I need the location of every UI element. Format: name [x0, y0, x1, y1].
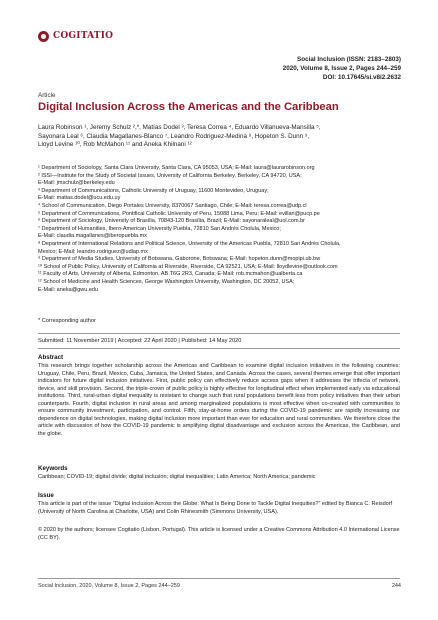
affiliation-line: E-Mail: jmschulz@berkeley.edu	[38, 180, 115, 187]
article-title: Digital Inclusion Across the Americas and the Caribbean	[38, 101, 339, 113]
footer-citation: Social Inclusion, 2020, Volume 8, Issue 2, Pages 244–259	[38, 583, 180, 589]
journal-doi[interactable]: DOI: 10.17645/si.v8i2.2632	[322, 74, 401, 81]
journal-metadata	[283, 55, 401, 82]
affiliation-line: ² ISSI—Institute for the Study of Societal Issues, University of California Berkeley, Berkeley, CA 94720, USA;	[38, 172, 302, 179]
author-line: Laura Robinson ¹, Jeremy Schulz ²,*, Matías Dodel ³, Teresa Correa ⁴, Eduardo Villanueva-Mansilla ⁵,	[38, 124, 321, 131]
affiliation-line: E-Mail: claudia.magallanes@iberopuebla.mx	[38, 233, 147, 240]
divider	[38, 348, 400, 349]
affiliation-line: ¹ Department of Sociology, Santa Clara University, Santa Clara, CA 95053, USA; E-Mail: laura@laurarobinson.org	[38, 165, 315, 171]
article-type-label: Article	[38, 92, 56, 99]
affiliation-line: ⁸ Department of International Relations and Political Science, University of the Americas Puebla, 72810 San Andrés Cholula,	[38, 240, 341, 247]
journal-volume-pages: 2020, Volume 8, Issue 2, Pages 244–259	[282, 65, 401, 72]
keywords-text: Caribbean; COVID-19; digital divide; digital inclusion; digital inequalities; Latin America; North America; pandemic	[38, 474, 316, 480]
keywords-heading: Keywords	[38, 465, 68, 472]
author-list	[38, 124, 408, 150]
affiliation-line: Mexico; E-Mail: leandro.rodriguez@udlap.mx	[38, 248, 148, 255]
author-line: Lloyd Levine ¹⁰, Rob McMahon ¹¹ and Aneka Khilnani ¹²	[38, 141, 192, 149]
divider	[38, 333, 400, 334]
publisher-logo	[38, 30, 113, 42]
affiliation-line: ³ Department of Communications, Catholic University of Uruguay, 11600 Montevideo, Uruguay;	[38, 187, 269, 194]
affiliation-line: E-Mail: matias.dodel@ucu.edu.uy	[38, 195, 121, 202]
affiliation-line: E-Mail: aneka@gwu.edu	[38, 286, 99, 293]
page-number: 244	[391, 583, 401, 589]
affiliation-line: ⁹ Department of Media Studies, University of Botswana, Gaborone, Botswana; E-Mail: hopeton.dunn@mopipi.ub.bw	[38, 256, 321, 263]
affiliation-list	[38, 165, 410, 294]
affiliation-line: ¹² School of Medicine and Health Sciences, George Washington University, Washington, DC 20052, USA;	[38, 278, 295, 285]
affiliation-line: ¹¹ Faculty of Arts, University of Alberta, Edmonton, AB T6G 2R3, Canada; E-Mail: rob.mcmahon@ualberta.ca	[38, 271, 303, 278]
affiliation-line: ⁶ Department of Sociology, University of Brasília, 70843-120 Brasília, Brazil; E-Mail: sayonaraleal@uol.com.br	[38, 218, 305, 225]
footer-divider	[38, 578, 400, 579]
issue-heading: Issue	[38, 492, 54, 499]
affiliation-line: ¹⁰ School of Public Policy, University of California at Riverside, Riverside, CA 92521, USA; E-Mail: lloydlevine@outlook.com	[38, 263, 338, 270]
journal-issn: Social Inclusion (ISSN: 2183–2803)	[297, 56, 401, 63]
license-text: © 2020 by the authors; licensee Cogitatio (Lisbon, Portugal). This article is licensed under a Creative Commons Attribution 4.0 International License (CC BY).	[38, 527, 400, 541]
abstract-heading: Abstract	[38, 354, 64, 361]
publisher-logo-text: COGITATIO	[53, 31, 114, 41]
corresponding-author-note: * Corresponding author	[38, 318, 96, 324]
author-line: Sayonara Leal ⁶, Claudia Magallanes-Blanco ⁷, Leandro Rodriguez-Medina ⁸, Hopeton S. Dunn ⁹,	[38, 132, 310, 140]
issue-text: This article is part of the issue “Digital Inclusion Across the Globe: What Is Being Done to Tackle Digital Inequities?” edited by Bianca C. Reisdorf (University of North Carolina at Charlotte, USA) and Colin Rhinesmith (Simmons University, USA).	[38, 501, 393, 515]
affiliation-line: ⁷ Department of Humanities, Ibero-American University Puebla, 72810 San Andrés Cholula, Mexico;	[38, 225, 281, 232]
abstract-text: This research brings together scholarship across the Americas and Caribbean to examine digital inclusion initiatives in the following countries: Uruguay, Chile, Peru, Brazil, Mexico, Cuba, Jamaica, the United States, and Canada. Across the cases, several themes emerge that offer important indicators for future digital inclusion initiatives. First, public policy can effectively reduce access gaps when it addresses the trifecta of network, device, and skill provision. Second, the triple-crown of public policy is highly effective for longitudinal effect when implemented early via educational institutions. Third, rural-urban digital inequality is resistant to change such that rural populations benefit less from policy initiatives than their urban counterparts. Fourth, digital inclusion in rural areas and among marginalized populations is most effective when co-created with communities to ensure community investment, participation, and control. Fifth, stay-at-home orders during the COVID-19 pandemic are rapidly increasing our dependence on digital technologies, making digital inclusion more important than ever for education and rural communities. We therefore close the article with discussion of how the COVID-19 pandemic is amplifying digital disadvantage and exclusion across the Americas, the Caribbean, and the globe.	[38, 363, 400, 437]
cogitatio-logo-icon	[38, 31, 49, 42]
publication-dates: Submitted: 11 November 2019 | Accepted: 22 April 2020 | Published: 14 May 2020	[38, 338, 242, 344]
affiliation-line: ⁵ Department of Communications, Pontifical Catholic University of Peru, 15088 Lima, Peru; E-Mail: evillan@pucp.pe	[38, 210, 320, 217]
affiliation-line: ⁴ School of Communication, Diego Portales University, 8370067 Santiago, Chile; E-Mail: teresa.correa@udp.cl	[38, 202, 307, 209]
